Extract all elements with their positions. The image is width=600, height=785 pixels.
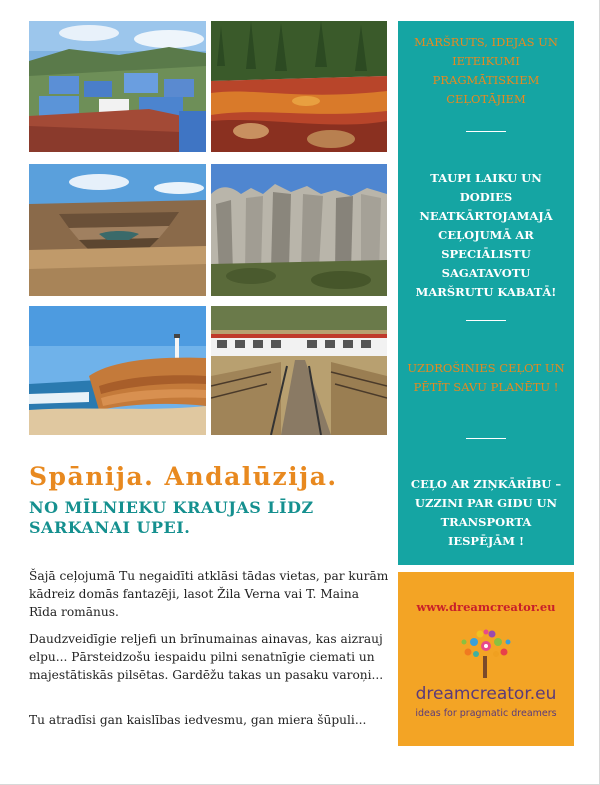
quarry-photo	[29, 164, 206, 296]
brand-tagline: ideas for pragmatic dreamers	[415, 708, 557, 719]
red-river-photo	[211, 21, 387, 152]
body-paragraph-landscapes: Daudzveidīgie reljefi un brīnumainas ainavas, kas aizrauj elpu... Pārsteidzošu iespaidu pilni senatnīgie ciemati un majestātiskās pilsētas. Gardēžu takas un pasaku varoņi...	[29, 632, 384, 682]
sidebar-block-dare: UZDROŠINIES CEĻOT UN PĒTĪT SAVU PLANĒTU !	[407, 361, 565, 394]
tourist-train-photo	[211, 306, 387, 435]
tree-logo-icon	[456, 628, 516, 680]
sidebar-block-save-time: TAUPI LAIKU UN DODIES NEATKĀRTOJAMAJĀ CEĻOJUMĀ AR SPECIĀLISTU SAGATAVOTU MARŠRUTU KABATĀ!	[415, 171, 557, 299]
rock-formations-photo	[211, 164, 387, 296]
sidebar-divider	[466, 131, 506, 132]
sidebar-divider	[466, 320, 506, 321]
body-paragraph-intro: Šajā ceļojumā Tu negaidīti atklāsi tādas vietas, par kurām kādreiz domās fantazēji, lasot Žila Verna vai T. Maina Rīda romānus.	[29, 569, 389, 619]
brand-box	[398, 572, 574, 746]
page-subtitle: NO MĪLNIEKU KRAUJAS LĪDZ SARKANAI UPEI.	[29, 498, 314, 537]
brand-name: dreamcreator.eu	[415, 684, 557, 704]
coastal-cliff-photo	[29, 306, 206, 435]
page-title: Spānija. Andalūzija.	[29, 462, 338, 491]
brand-url-link[interactable]: www.dreamcreator.eu	[416, 600, 556, 614]
sidebar-block-travel: CEĻO AR ZIŅKĀRĪBU – UZZINI PAR GIDU UN TRANSPORTA IESPĒJĀM !	[410, 477, 562, 548]
body-paragraph-closing: Tu atradīsi gan kaislības iedvesmu, gan miera šūpuli...	[29, 713, 367, 727]
sidebar-block-intro: MARŠRUTS, IDEJAS UN IETEIKUMI PRAGMĀTISKIEM CEĻOTĀJIEM	[414, 35, 558, 106]
blue-village-photo	[29, 21, 206, 152]
sidebar-divider	[466, 438, 506, 439]
sidebar-panel	[398, 21, 574, 565]
